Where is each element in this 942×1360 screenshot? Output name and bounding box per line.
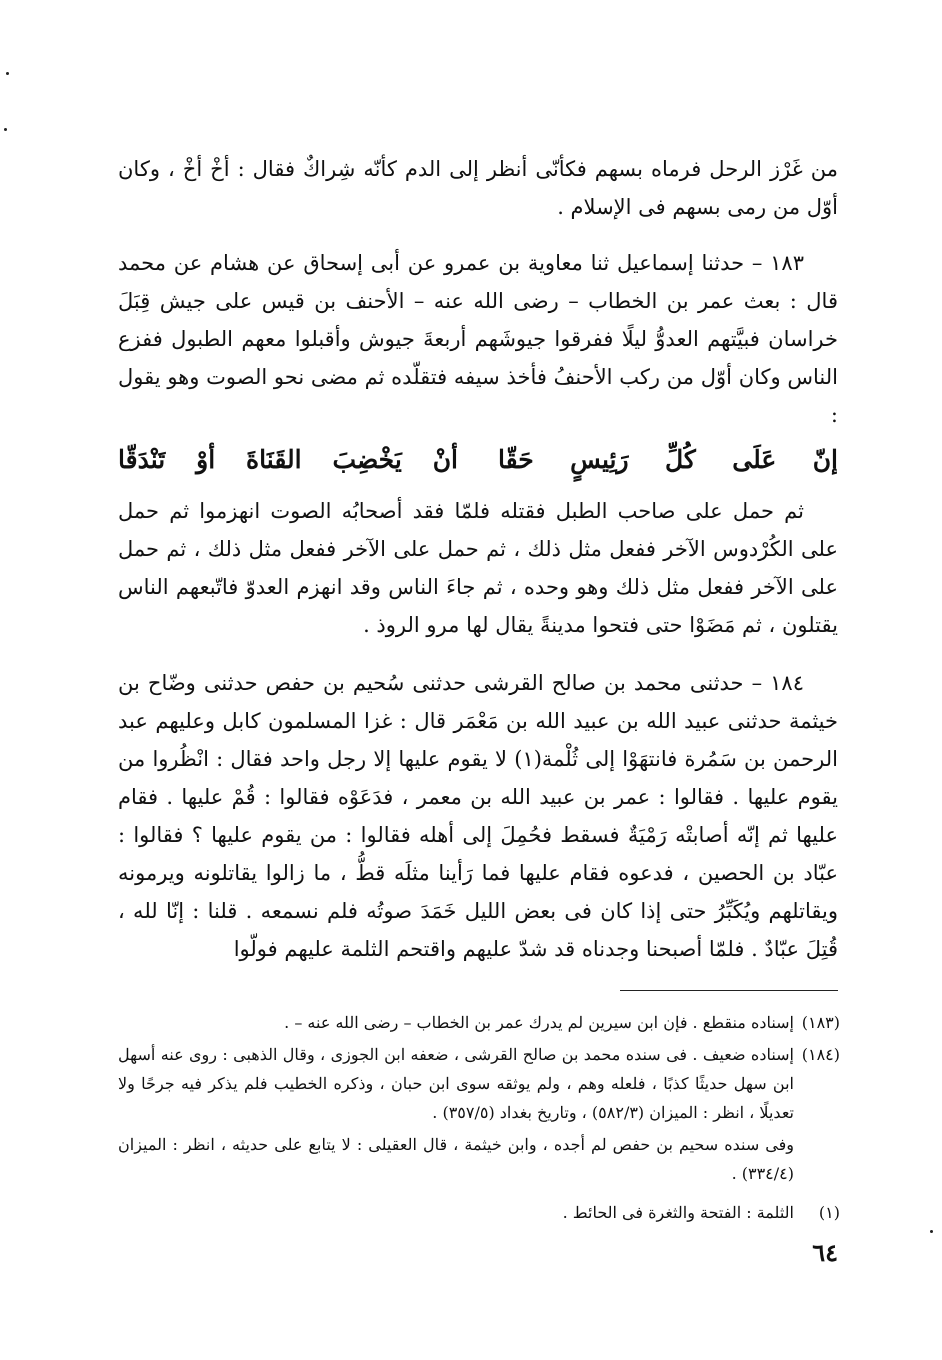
hadith-183-continuation-paragraph: ثم حمل على صاحب الطبل فقتله فلمّا فقد أصحابُه الصوت انهزموا ثم حمل على الكُرْدوس الآخر ففعل مثل ذلك ، ثم حمل على الآخر ففعل مثل ذلك ، ثم حمل على الآخر ففعل مثل ذلك وهو وحده ، ثم جاءَ الناس وقد انهزم العدوّ فاتّبعهم الناس يقتلون ، ثم مَضَوْا حتى فتحوا مدينةً يقال لها مرو الروذ .: [118, 499, 838, 637]
footnote-text: الثلمة : الفتحة والثغرة فى الحائط .: [562, 1203, 794, 1222]
hadith-183-paragraph: ١٨٣ – حدثنا إسماعيل ثنا معاوية بن عمرو عن أبى إسحاق عن هشام عن محمد قال : بعث عمر بن الخطاب – رضى الله عنه – الأحنف بن قيس على جيش قِبَلَ خراسان فبيَّتهم العدوُّ ليلًا ففرقوا جيوشَهم أربعةَ جيوش وأقبلوا معهم الطبول ففزع الناس وكان أوّل من ركب الأحنفُ فأخذ سيفه فتقلّده ثم مضى نحو الصوت وهو يقول :: [118, 251, 838, 427]
scan-speck: [4, 128, 7, 131]
continuation-paragraph: من غَرْز الرحل فرماه بسهم فكأنّى أنظر إلى الدم كأنّه شِراكٌ فقال : أخْ أخْ ، وكان أوّل من رمى بسهم فى الإسلام .: [118, 157, 838, 219]
footnote-text: إسناده ضعيف . فى سنده محمد بن صالح القرشى ، ضعفه ابن الجوزى ، وقال الذهبى : روى عنه أسهل ابن سهل حديثًا كذبًا ، فلعله وهم ، ولم يوثقه سوى ابن حبان ، وذكره الخطيب فلم يذكر فيه جرحًا ولا تعديلًا ، انظر : الميزان (٥٨٢/٣) ، وتاريخ بغداد (٣٥٧/٥) .: [118, 1045, 794, 1122]
continuation-paragraph-block: [118, 150, 838, 226]
hadith-184-paragraph: ١٨٤ – حدثنى محمد بن صالح القرشى حدثنى سُحيم بن حفص حدثنى وضّاح بن خيثمة حدثنى عبيد الله بن عبيد الله بن مَعْمَر قال : غزا المسلمون كابل وعليهم عبد الرحمن بن سَمُرة فانتهَوْا إلى ثُلْمة(١) لا يقوم عليها إلا رجل واحد فقال : انْظُروا من يقوم عليها . فقالوا : عمر بن عبيد الله بن معمر ، فدَعَوْه فقالوا : قُمْ عليها . فقام عليها ثم إنّه أصابتْه رَمْيَةٌ فسقط فحُمِلَ إلى أهله فقالوا : من يقوم عليها ؟ فقالوا : عبّاد بن الحصين ، فدعوه فقام عليها فما رَأينا مثلَه قطُّ ، ما زالوا يقاتلونه ويرمونه ويقاتلهم ويُكَبِّرُ حتى إذا كان فى بعض الليل خَمَدَ صوتُه فلم نسمعه . قلنا : إنّا لله ، قُتِلَ عبّادٌ . فلمّا أصبحنا وجدناه قد شدّ عليهم واقتحم الثلمة عليهم فولّوا: [118, 671, 838, 961]
footnote-number: (١٨٣): [801, 1013, 840, 1032]
footnote-1: [118, 1198, 840, 1227]
footnote-number: (١٨٤): [801, 1045, 840, 1064]
verse-left-hemistich: أنْ يَخْضِبَ القَنَاةَ أوْ تَنْدَقّا: [118, 444, 458, 474]
hadith-184-block: [118, 664, 838, 968]
scan-speck: [6, 72, 9, 75]
footnote-184: [118, 1040, 840, 1127]
footnote-number: (١): [818, 1203, 840, 1222]
poetry-verse: [118, 434, 838, 484]
footnote-183: [118, 1008, 840, 1037]
page-number: ٦٤: [812, 1238, 838, 1267]
footnote-text: إسناده منقطع . فإن ابن سيرين لم يدرك عمر بن الخطاب – رضى الله عنه – .: [284, 1013, 794, 1032]
footnote-184-continuation: وفى سنده سحيم بن حفص لم أجده ، وابن خيثمة ، قال العقيلى : لا يتابع على حديثه ، انظر : الميزان (٣٣٤/٤) .: [118, 1135, 794, 1183]
hadith-183-continuation-block: [118, 492, 838, 644]
scan-speck: [930, 1230, 933, 1233]
footnotes-section: [118, 1008, 840, 1230]
hadith-183-block: [118, 244, 838, 434]
verse-right-hemistich: إنّ عَلَى كُلِّ رَئِيسٍ حَقّا: [498, 444, 838, 474]
footnote-separator: [620, 990, 838, 991]
